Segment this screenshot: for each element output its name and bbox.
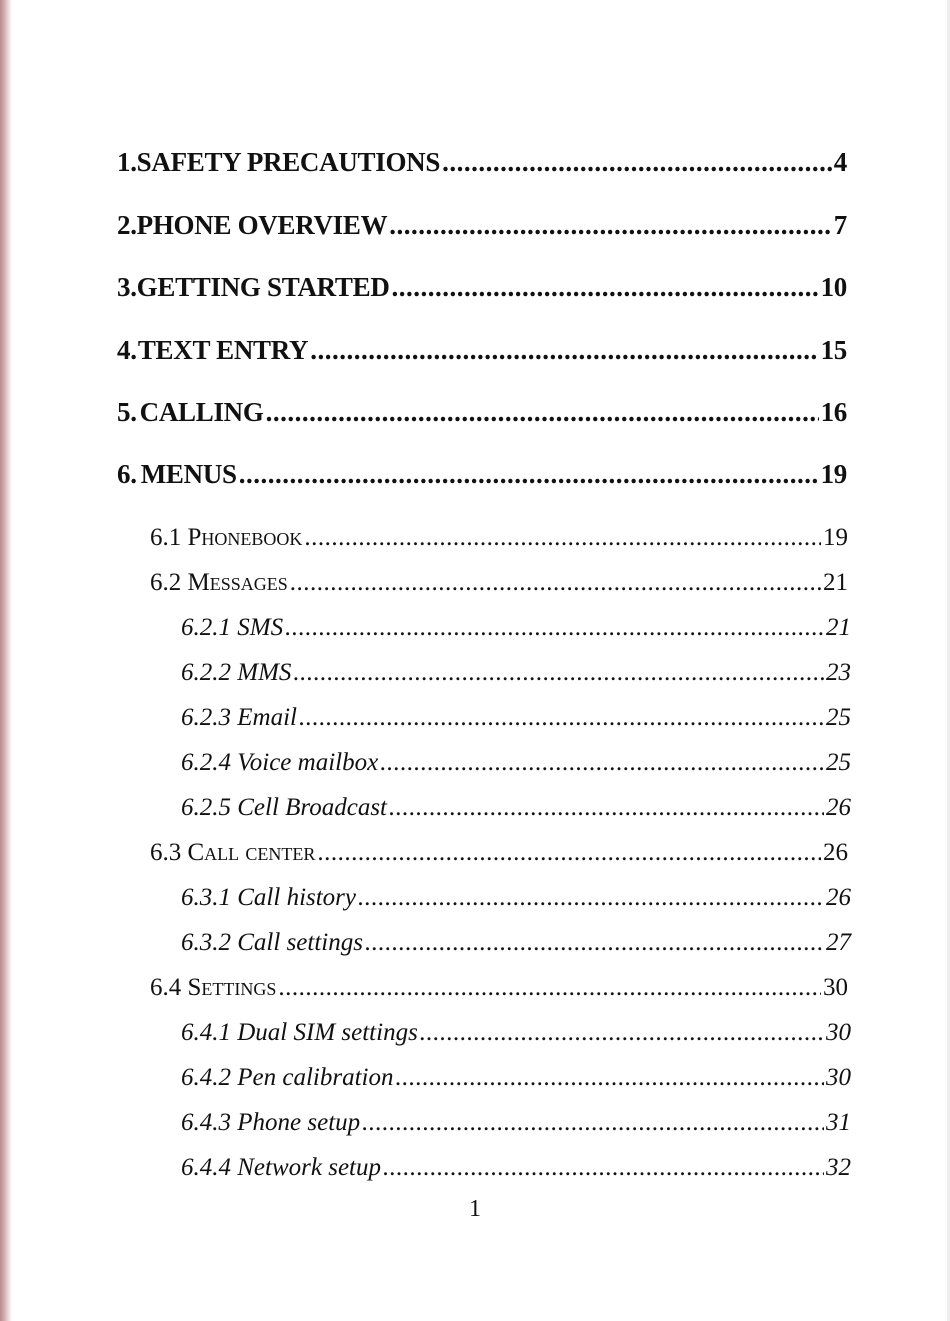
- dot-leader: [358, 884, 824, 912]
- dot-leader: [266, 397, 819, 428]
- toc-entry-title: 6.3.1 Call history: [181, 884, 357, 911]
- toc-entry-number: 6.4: [150, 974, 182, 1001]
- toc-entry-title: Call center: [187, 839, 316, 866]
- dot-leader: [293, 659, 824, 687]
- toc-entry-title: 6.4.2 Pen calibration: [181, 1064, 394, 1091]
- dot-leader: [420, 1019, 824, 1047]
- toc-entry-pen-calibration[interactable]: [181, 1064, 851, 1092]
- toc-entry-voice-mailbox[interactable]: [181, 749, 851, 777]
- toc-entry-menus[interactable]: [117, 459, 847, 490]
- toc-entry-page: 16: [820, 397, 847, 427]
- dot-leader: [392, 272, 819, 303]
- dot-leader: [380, 749, 824, 777]
- toc-entry-call-history[interactable]: [181, 884, 851, 912]
- toc-entry-page: 23: [826, 659, 851, 686]
- toc-entry-number: 6.: [117, 459, 137, 489]
- toc-entry-page: 25: [826, 749, 851, 776]
- toc-entry-page: 32: [826, 1154, 851, 1181]
- toc-entry-page: 30: [823, 974, 848, 1001]
- toc-entry-dual-sim-settings[interactable]: [181, 1019, 851, 1047]
- toc-entry-page: 21: [826, 614, 851, 641]
- toc-entry-title: Messages: [187, 569, 288, 596]
- toc-entry-safety-precautions[interactable]: [117, 147, 847, 178]
- toc-entry-title: CALLING: [139, 397, 264, 427]
- toc-entry-page: 19: [823, 524, 848, 551]
- toc-entry-number: 2.: [117, 210, 137, 240]
- toc-entry-title: 6.4.4 Network setup: [181, 1154, 381, 1181]
- toc-entry-page: 25: [826, 704, 851, 731]
- toc-entry-number: 6.3: [150, 839, 182, 866]
- toc-entry-page: 19: [820, 459, 847, 489]
- toc-entry-page: 15: [820, 335, 847, 365]
- toc-entry-page: 30: [826, 1019, 851, 1046]
- toc-entry-page: 30: [826, 1064, 851, 1091]
- toc-entry-title: GETTING STARTED: [136, 272, 390, 302]
- toc-entry-number: 3.: [117, 272, 137, 302]
- toc-entry-mms[interactable]: [181, 659, 851, 687]
- dot-leader: [389, 210, 832, 241]
- toc-entry-title: 6.3.2 Call settings: [181, 929, 363, 956]
- dot-leader: [389, 794, 824, 822]
- toc-entry-title: Settings: [187, 974, 277, 1001]
- toc-entry-title: 6.2.5 Cell Broadcast: [181, 794, 388, 821]
- toc-entry-call-settings[interactable]: [181, 929, 851, 957]
- toc-entry-title: 6.4.1 Dual SIM settings: [181, 1019, 418, 1046]
- dot-leader: [310, 335, 818, 366]
- toc-entry-title: 6.2.1 SMS: [181, 614, 284, 641]
- toc-entry-page: 7: [833, 210, 847, 240]
- dot-leader: [395, 1064, 824, 1092]
- toc-entry-title: Phonebook: [187, 524, 303, 551]
- toc-entry-title: 6.2.2 MMS: [181, 659, 292, 686]
- toc-entry-network-setup[interactable]: [181, 1154, 851, 1182]
- toc-entry-calling[interactable]: [117, 397, 847, 428]
- toc-entry-title: PHONE OVERVIEW: [136, 210, 388, 240]
- toc-entry-page: 26: [823, 839, 848, 866]
- dot-leader: [290, 569, 821, 597]
- toc-entry-text-entry[interactable]: [117, 335, 847, 366]
- toc-entry-title: 6.2.4 Voice mailbox: [181, 749, 379, 776]
- toc-entry-page: 10: [820, 272, 847, 302]
- page-number: 1: [469, 1196, 481, 1222]
- toc-entry-page: 26: [826, 794, 851, 821]
- toc-entry-cell-broadcast[interactable]: [181, 794, 851, 822]
- toc-entry-phonebook[interactable]: [150, 524, 848, 552]
- dot-leader: [362, 1109, 824, 1137]
- toc-entry-number: 5.: [117, 397, 137, 427]
- dot-leader: [317, 839, 821, 867]
- dot-leader: [442, 147, 832, 178]
- dot-leader: [239, 459, 819, 490]
- toc-entry-page: 4: [833, 147, 847, 177]
- toc-entry-title: MENUS: [140, 459, 237, 489]
- dot-leader: [285, 614, 824, 642]
- toc-entry-sms[interactable]: [181, 614, 851, 642]
- toc-entry-title: TEXT ENTRY: [137, 335, 309, 365]
- toc-entry-messages[interactable]: [150, 569, 848, 597]
- toc-entry-number: 4.: [117, 335, 137, 365]
- dot-leader: [278, 974, 821, 1002]
- dot-leader: [383, 1154, 824, 1182]
- toc-entry-number: 6.2: [150, 569, 182, 596]
- dot-leader: [304, 524, 821, 552]
- toc-entry-page: 27: [826, 929, 851, 956]
- toc-entry-page: 26: [826, 884, 851, 911]
- toc-entry-settings[interactable]: [150, 974, 848, 1002]
- toc-entry-getting-started[interactable]: [117, 272, 847, 303]
- toc-entry-number: 1.: [117, 147, 137, 177]
- dot-leader: [299, 704, 824, 732]
- toc-entry-title: 6.4.3 Phone setup: [181, 1109, 361, 1136]
- toc-entry-phone-overview[interactable]: [117, 210, 847, 241]
- toc-entry-page: 31: [826, 1109, 851, 1136]
- toc-entry-title: 6.2.3 Email: [181, 704, 297, 731]
- toc-entry-page: 21: [823, 569, 848, 596]
- toc-entry-call-center[interactable]: [150, 839, 848, 867]
- toc-entry-phone-setup[interactable]: [181, 1109, 851, 1137]
- dot-leader: [365, 929, 824, 957]
- toc-entry-title: SAFETY PRECAUTIONS: [136, 147, 441, 177]
- toc-entry-number: 6.1: [150, 524, 182, 551]
- toc-entry-email[interactable]: [181, 704, 851, 732]
